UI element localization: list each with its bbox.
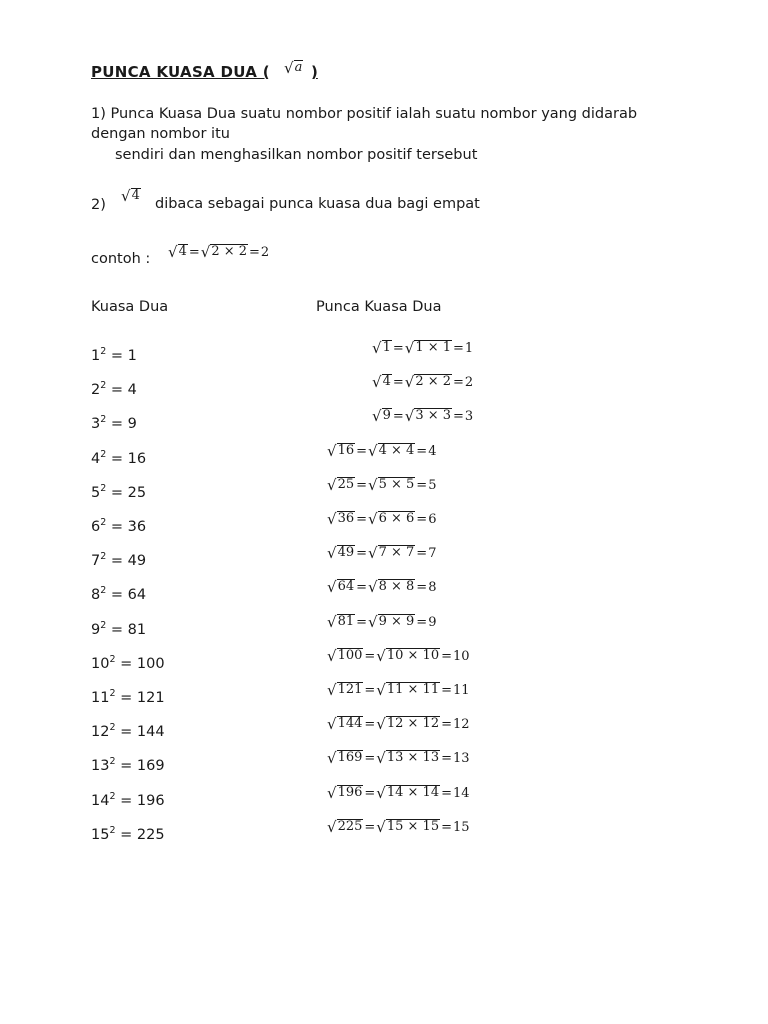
row-exponent: 2 xyxy=(100,346,107,357)
row-base: 12 xyxy=(91,724,110,741)
kuasa-dua-row xyxy=(91,620,146,638)
punca-kuasa-dua-row: √ 64 = √ 8 × 8 = 8 xyxy=(327,578,437,597)
page-title xyxy=(91,63,270,81)
row-exponent: 2 xyxy=(109,824,116,836)
header-punca-kuasa-dua: Punca Kuasa Dua xyxy=(316,299,442,315)
punca-kuasa-dua-row: √ 100 = √ 10 × 10 = 10 xyxy=(327,646,470,665)
point2-number: 2) xyxy=(91,197,106,213)
row-exponent: 2 xyxy=(109,756,116,768)
row-value: = 81 xyxy=(106,621,147,638)
punca-kuasa-dua-row: √ 25 = √ 5 × 5 = 5 xyxy=(327,475,437,494)
row-square: 36 xyxy=(337,511,355,526)
kuasa-dua-row xyxy=(91,380,137,398)
punca-kuasa-dua-row: √ 169 = √ 13 × 13 = 13 xyxy=(327,749,470,768)
row-square: 121 xyxy=(337,682,363,697)
row-exponent: 2 xyxy=(100,482,107,494)
row-value: = 64 xyxy=(106,587,147,604)
row-product: 11 × 11 xyxy=(386,682,440,697)
row-product: 5 × 5 xyxy=(378,476,415,492)
row-root: 6 xyxy=(428,511,437,527)
kuasa-dua-row xyxy=(91,585,146,603)
row-product: 3 × 3 xyxy=(415,408,452,424)
punca-kuasa-dua-row: √ 144 = √ 12 × 12 = 12 xyxy=(327,715,470,734)
kuasa-dua-row xyxy=(91,756,165,774)
row-exponent: 2 xyxy=(109,688,116,699)
row-base: 13 xyxy=(91,758,110,775)
row-base: 8 xyxy=(91,587,101,604)
title-sqrt-a: √ a xyxy=(284,58,303,77)
row-base: 9 xyxy=(91,621,101,638)
row-root: 14 xyxy=(453,785,470,801)
row-square: 4 xyxy=(382,374,391,390)
row-root: 8 xyxy=(428,580,437,596)
row-value: = 1 xyxy=(106,348,137,364)
row-base: 7 xyxy=(91,553,101,570)
row-exponent: 2 xyxy=(100,551,107,563)
kuasa-dua-row xyxy=(91,449,146,467)
row-product: 6 × 6 xyxy=(378,511,415,526)
punca-kuasa-dua-row: √ 121 = √ 11 × 11 = 11 xyxy=(327,680,470,699)
row-base: 5 xyxy=(91,484,101,501)
row-exponent: 2 xyxy=(109,722,116,734)
row-base: 1 xyxy=(91,348,101,364)
row-value: = 144 xyxy=(115,724,165,741)
row-square: 196 xyxy=(337,784,363,800)
row-product: 2 × 2 xyxy=(415,374,452,390)
row-square: 169 xyxy=(337,750,363,766)
kuasa-dua-row xyxy=(91,722,165,740)
row-product: 1 × 1 xyxy=(415,340,452,355)
row-square: 1 xyxy=(382,340,391,355)
row-value: = 121 xyxy=(115,690,165,706)
kuasa-dua-row xyxy=(91,654,165,672)
example-equation: √ 4 = √ 2 × 2 = 2 xyxy=(168,242,270,261)
row-product: 7 × 7 xyxy=(378,545,415,561)
row-root: 3 xyxy=(464,409,474,425)
row-exponent: 2 xyxy=(100,448,107,460)
row-base: 15 xyxy=(91,826,110,843)
point1-line3: sendiri dan menghasilkan nombor positif tersebut xyxy=(115,147,478,163)
row-base: 4 xyxy=(91,450,101,467)
row-root: 10 xyxy=(453,648,470,664)
row-exponent: 2 xyxy=(109,653,116,665)
page-title-text: PUNCA KUASA DUA ( xyxy=(91,63,270,81)
row-value: = 169 xyxy=(115,758,165,775)
row-product: 15 × 15 xyxy=(386,818,440,834)
punca-kuasa-dua-row: √ 196 = √ 14 × 14 = 14 xyxy=(327,783,470,802)
kuasa-dua-row xyxy=(91,791,165,809)
kuasa-dua-row xyxy=(91,414,137,432)
point2-text: dibaca sebagai punca kuasa dua bagi empat xyxy=(155,196,480,212)
row-square: 225 xyxy=(337,818,363,834)
row-product: 4 × 4 xyxy=(378,442,415,458)
row-square: 9 xyxy=(382,408,391,424)
point2-radicand: 4 xyxy=(131,188,140,203)
row-exponent: 2 xyxy=(100,380,107,392)
row-value: = 16 xyxy=(106,450,147,467)
header-kuasa-dua: Kuasa Dua xyxy=(91,299,169,315)
row-value: = 25 xyxy=(106,484,147,501)
row-exponent: 2 xyxy=(100,585,107,597)
row-root: 15 xyxy=(453,819,470,835)
row-base: 3 xyxy=(91,416,101,433)
row-product: 8 × 8 xyxy=(378,579,415,595)
title-radicand: a xyxy=(294,60,303,75)
row-root: 1 xyxy=(464,340,474,356)
page-title-close: ) xyxy=(311,63,318,81)
row-product: 14 × 14 xyxy=(386,784,440,800)
kuasa-dua-row xyxy=(91,483,146,501)
row-square: 64 xyxy=(337,579,355,595)
row-value: = 4 xyxy=(106,382,137,399)
row-root: 9 xyxy=(428,614,437,630)
point1-line1: 1) Punca Kuasa Dua suatu nombor positif ialah suatu nombor yang didarab xyxy=(91,106,638,122)
row-exponent: 2 xyxy=(100,414,107,426)
row-square: 100 xyxy=(337,647,363,663)
row-exponent: 2 xyxy=(100,619,107,631)
row-root: 2 xyxy=(464,375,474,391)
row-base: 10 xyxy=(91,655,110,672)
row-product: 10 × 10 xyxy=(386,647,440,663)
row-root: 4 xyxy=(428,443,437,459)
row-square: 25 xyxy=(337,476,355,492)
row-value: = 9 xyxy=(106,416,137,433)
row-root: 12 xyxy=(453,717,470,733)
point1-line2: dengan nombor itu xyxy=(91,126,230,142)
row-base: 11 xyxy=(91,690,110,706)
kuasa-dua-row xyxy=(91,346,137,364)
punca-kuasa-dua-row: √ 36 = √ 6 × 6 = 6 xyxy=(327,509,437,528)
punca-kuasa-dua-row: √ 4 = √ 2 × 2 = 2 xyxy=(372,373,474,392)
point2-sqrt: √ 4 xyxy=(121,186,140,205)
row-root: 11 xyxy=(453,682,470,698)
row-value: = 36 xyxy=(106,519,147,535)
row-value: = 196 xyxy=(115,792,165,809)
example-label: contoh : xyxy=(91,251,151,267)
row-product: 13 × 13 xyxy=(386,750,440,766)
punca-kuasa-dua-row: √ 1 = √ 1 × 1 = 1 xyxy=(372,338,474,357)
row-square: 81 xyxy=(337,613,355,629)
punca-kuasa-dua-row: √ 81 = √ 9 × 9 = 9 xyxy=(327,612,437,631)
row-square: 144 xyxy=(337,716,363,732)
row-product: 9 × 9 xyxy=(378,613,415,629)
punca-kuasa-dua-row: √ 9 = √ 3 × 3 = 3 xyxy=(372,407,474,426)
row-square: 49 xyxy=(337,545,355,561)
kuasa-dua-row xyxy=(91,688,165,706)
example-result: 2 xyxy=(260,244,270,260)
kuasa-dua-row xyxy=(91,551,146,569)
example-product: 2 × 2 xyxy=(211,244,248,259)
punca-kuasa-dua-row: √ 16 = √ 4 × 4 = 4 xyxy=(327,441,437,460)
row-value: = 100 xyxy=(115,655,165,672)
row-square: 16 xyxy=(337,442,355,458)
row-root: 13 xyxy=(453,751,470,767)
kuasa-dua-row xyxy=(91,825,165,843)
row-base: 6 xyxy=(91,519,101,535)
row-root: 5 xyxy=(428,477,437,493)
example-radicand: 4 xyxy=(178,244,187,259)
row-product: 12 × 12 xyxy=(386,716,440,732)
row-value: = 225 xyxy=(115,826,165,843)
row-root: 7 xyxy=(428,546,437,562)
punca-kuasa-dua-row: √ 225 = √ 15 × 15 = 15 xyxy=(327,817,470,836)
row-exponent: 2 xyxy=(109,790,116,802)
row-base: 2 xyxy=(91,382,101,399)
row-base: 14 xyxy=(91,792,110,809)
row-value: = 49 xyxy=(106,553,147,570)
row-exponent: 2 xyxy=(100,517,107,528)
punca-kuasa-dua-row: √ 49 = √ 7 × 7 = 7 xyxy=(327,544,437,563)
kuasa-dua-row xyxy=(91,517,146,535)
